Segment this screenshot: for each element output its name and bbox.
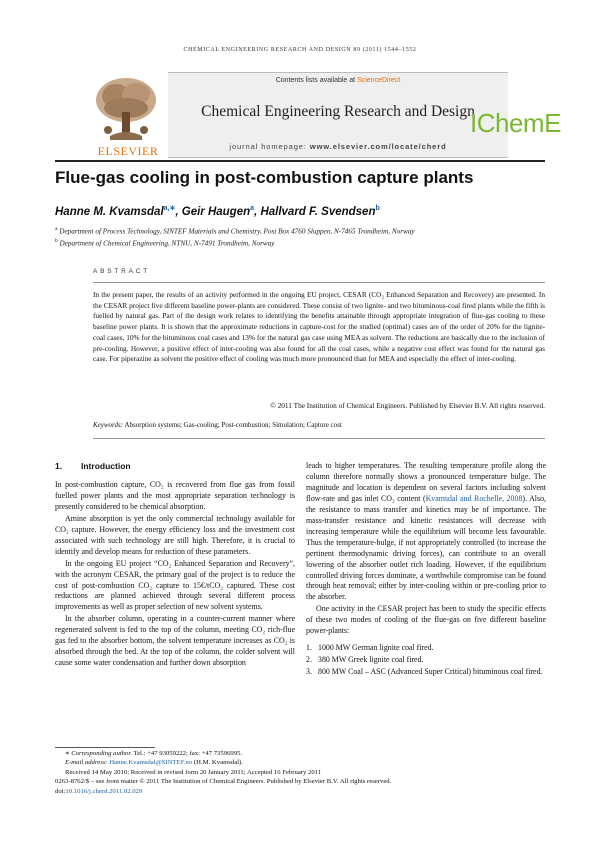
email-suffix: (H.M. Kvamsdal). [192, 759, 243, 767]
author-marks[interactable]: a [250, 205, 255, 212]
column-right [306, 461, 546, 678]
section-heading [55, 461, 295, 472]
list-text: 380 MW Greek lignite coal fired. [318, 655, 424, 665]
masthead-rule [55, 160, 545, 162]
list-text: 800 MW Coal – ASC (Advanced Super Critical) bituminous coal fired. [318, 667, 543, 677]
section-number: 1. [55, 461, 63, 471]
affiliation-text: Department of Process Technology, SINTEF Materials and Chemistry, Post Box 4760 Sluppen, N-7465 Trondheim, Norway [59, 227, 415, 236]
running-head: CHEMICAL ENGINEERING RESEARCH AND DESIGN 89 (2011) 1544–1552 [183, 47, 417, 53]
doi-label: doi: [55, 787, 66, 795]
icheme-logo: IChemE [470, 108, 561, 138]
email-link[interactable]: Hanne.Kvamsdal@SINTEF.no [109, 759, 193, 767]
keywords-label: Keywords: [93, 421, 124, 429]
list-item [306, 667, 546, 678]
paragraph: One activity in the CESAR project has been to study the specific effects of these two modes of cooling of the flue-gas on five different baseline power-plants: [306, 604, 546, 636]
paragraph: In the absorber column, operating in a counter-current manner where regenerated solvent is fed to the top of the column, meeting CO₂ rich-flue gas fed to the absorber bottom, the solvent temperature increases as CO₂ is absorbed through the bed. At the top of the column, the colder solvent will cause some water condensation and further down absorption [55, 614, 295, 668]
list-text: 1000 MW German lignite coal fired. [318, 643, 434, 653]
column-left [55, 461, 295, 669]
baseline-list [306, 643, 546, 678]
contents-line [168, 77, 508, 84]
received-dates: Received 14 May 2010; Received in revised form 20 January 2011; Accepted 16 February 2011 [65, 768, 322, 776]
author-marks[interactable]: b [375, 205, 380, 212]
journal-banner [168, 72, 508, 158]
paragraph-text: leads to higher temperatures. The resulting temperature profile along the column therefore normally shows a pronounced temperature bulge. The magnitude and location is dependent on several factors including solvent flow-rate and gas inlet CO₂ content ( [306, 461, 546, 503]
journal-homepage [168, 142, 508, 151]
contents-prefix: Contents lists available at [275, 77, 358, 84]
issn-line: 0263-8762/$ – see front matter © 2011 The Institution of Chemical Engineers. Published by Elsevier B.V. All rights reserved. [55, 778, 392, 786]
paragraph: In post-combustion capture, CO₂ is recovered from flue gas from fossil fuelled power plants and the most appropriate separation technology is presently considered to be chemical absorption. [55, 479, 295, 511]
author-marks[interactable]: a,∗ [163, 205, 176, 212]
affiliation-b [55, 238, 275, 247]
contact-phone: Tel.: +47 93059222; fax: +47 73596995. [131, 750, 243, 757]
list-number: 1. [306, 643, 312, 653]
section-title: Introduction [81, 461, 131, 471]
author-name: Hallvard F. Svendsen [260, 205, 376, 218]
homepage-url[interactable]: www.elsevier.com/locate/cherd [309, 142, 447, 151]
affiliation-mark: a [55, 226, 58, 232]
masthead [90, 72, 600, 160]
doi-line [55, 787, 545, 796]
paragraph: In the ongoing EU project “CO₂ Enhanced Separation and Recovery”, with the acronym CESAR, the primary goal of the project is to reduce the cost of post-combustion CO₂ capture to 15€/tCO₂ captured. These cost reductions are planned achieved through several different process improvements as well as proper selection of new solvent systems. [55, 558, 295, 612]
paragraph-text: ). Also, the resistance to mass transfer and kinetics may be of importance. The mass-transfer resistance and kinetic resistances will decrease with increasing temperature while the equilibrium will become less favourable. Thus the temperature-bulge, if not appropriately controlled (to increase the pertinent thermodynamic driving forces), can contribute to an overall lowering of the absorber outlet rich loading. However, if the equilibrium controlled driving forces dominate, a worthwhile compromise can be found through heat removal; either by inter-cooling within or pre-cooling prior to the absorber. [306, 493, 546, 602]
email-line [55, 758, 545, 767]
citation-link[interactable]: Kvamsdal and Rochelle, 2008 [425, 493, 523, 503]
corresponding-author [55, 749, 545, 758]
sciencedirect-link[interactable]: ScienceDirect [357, 77, 401, 84]
affiliation-text: Department of Chemical Engineering, NTNU, N-7491 Trondheim, Norway [59, 239, 275, 248]
doi-link[interactable]: 10.1016/j.cherd.2011.02.029 [65, 787, 143, 795]
abstract-top-rule [93, 282, 545, 283]
footnotes [55, 749, 545, 796]
affiliation-mark: b [55, 238, 58, 244]
abstract-heading: ABSTRACT [93, 268, 151, 275]
paper-title: Flue-gas cooling in post-combustion capture plants [55, 168, 474, 187]
journal-title: Chemical Engineering Research and Design [201, 103, 475, 120]
keywords [93, 421, 342, 429]
corresponding-label: ∗ Corresponding author. [65, 750, 132, 757]
list-item [306, 643, 546, 654]
affiliation-a [55, 226, 415, 235]
abstract-copyright: © 2011 The Institution of Chemical Engineers. Published by Elsevier B.V. All rights reserved. [270, 401, 545, 410]
footnote-rule [55, 747, 155, 748]
author-name: Geir Haugen [181, 205, 251, 218]
homepage-prefix: journal homepage: [229, 142, 310, 151]
paragraph: Amine absorption is yet the only commercial technology available for CO₂ capture. However, the energy efficiency loss and the investment cost associated with such technology are still high. Therefore, it is crucial to identify and develop means for reduction of these parameters. [55, 513, 295, 556]
keywords-list: Absorption systems; Gas-cooling; Post-combustion; Simulation; Capture cost [123, 421, 342, 429]
abstract-body: In the present paper, the results of an activity performed in the ongoing EU project, CESAR (CO₂ Enhanced Separation and Recovery) are presented. In the CESAR project five different baseline power-plants are considered. These consist of two lignite- and two bituminous-coal fired plants while the fifth is fuelled by natural gas. Part of the design work relates to identifying the benefits attainable through appropriate integration of flue-gas cooling to these baseline power plants. It is shown that the approximate reductions in capture-cost for the studied (optimal) cases are of the order of 20% for the lignite-coal cases, 10% for the bituminous coal cases and 13% for the natural gas case using MEA as solvent. The reductions are basically due to the inclusion of pre-cooling. However, a positive effect of inter-cooling was also found for all the coal cases, while a negative cost effect was found for the natural gas case. For piperazine as solvent the positive effect of cooling was much more pronounced than for MEA and especially the effect of inter-cooling. [93, 290, 545, 364]
author-name: Hanne M. Kvamsdal [55, 205, 164, 218]
abstract-bottom-rule [93, 438, 545, 439]
list-number: 3. [306, 667, 312, 677]
list-number: 2. [306, 655, 312, 665]
paragraph [306, 461, 546, 603]
elsevier-wordmark: ELSEVIER [97, 144, 159, 158]
list-item [306, 655, 546, 666]
email-label: E-mail address: [65, 759, 110, 767]
author-list: Hanne M. Kvamsdal$^{a,∗}$, Geir Haugen$^a$, Hallvard F. Svendsen$^b$ [55, 205, 380, 218]
